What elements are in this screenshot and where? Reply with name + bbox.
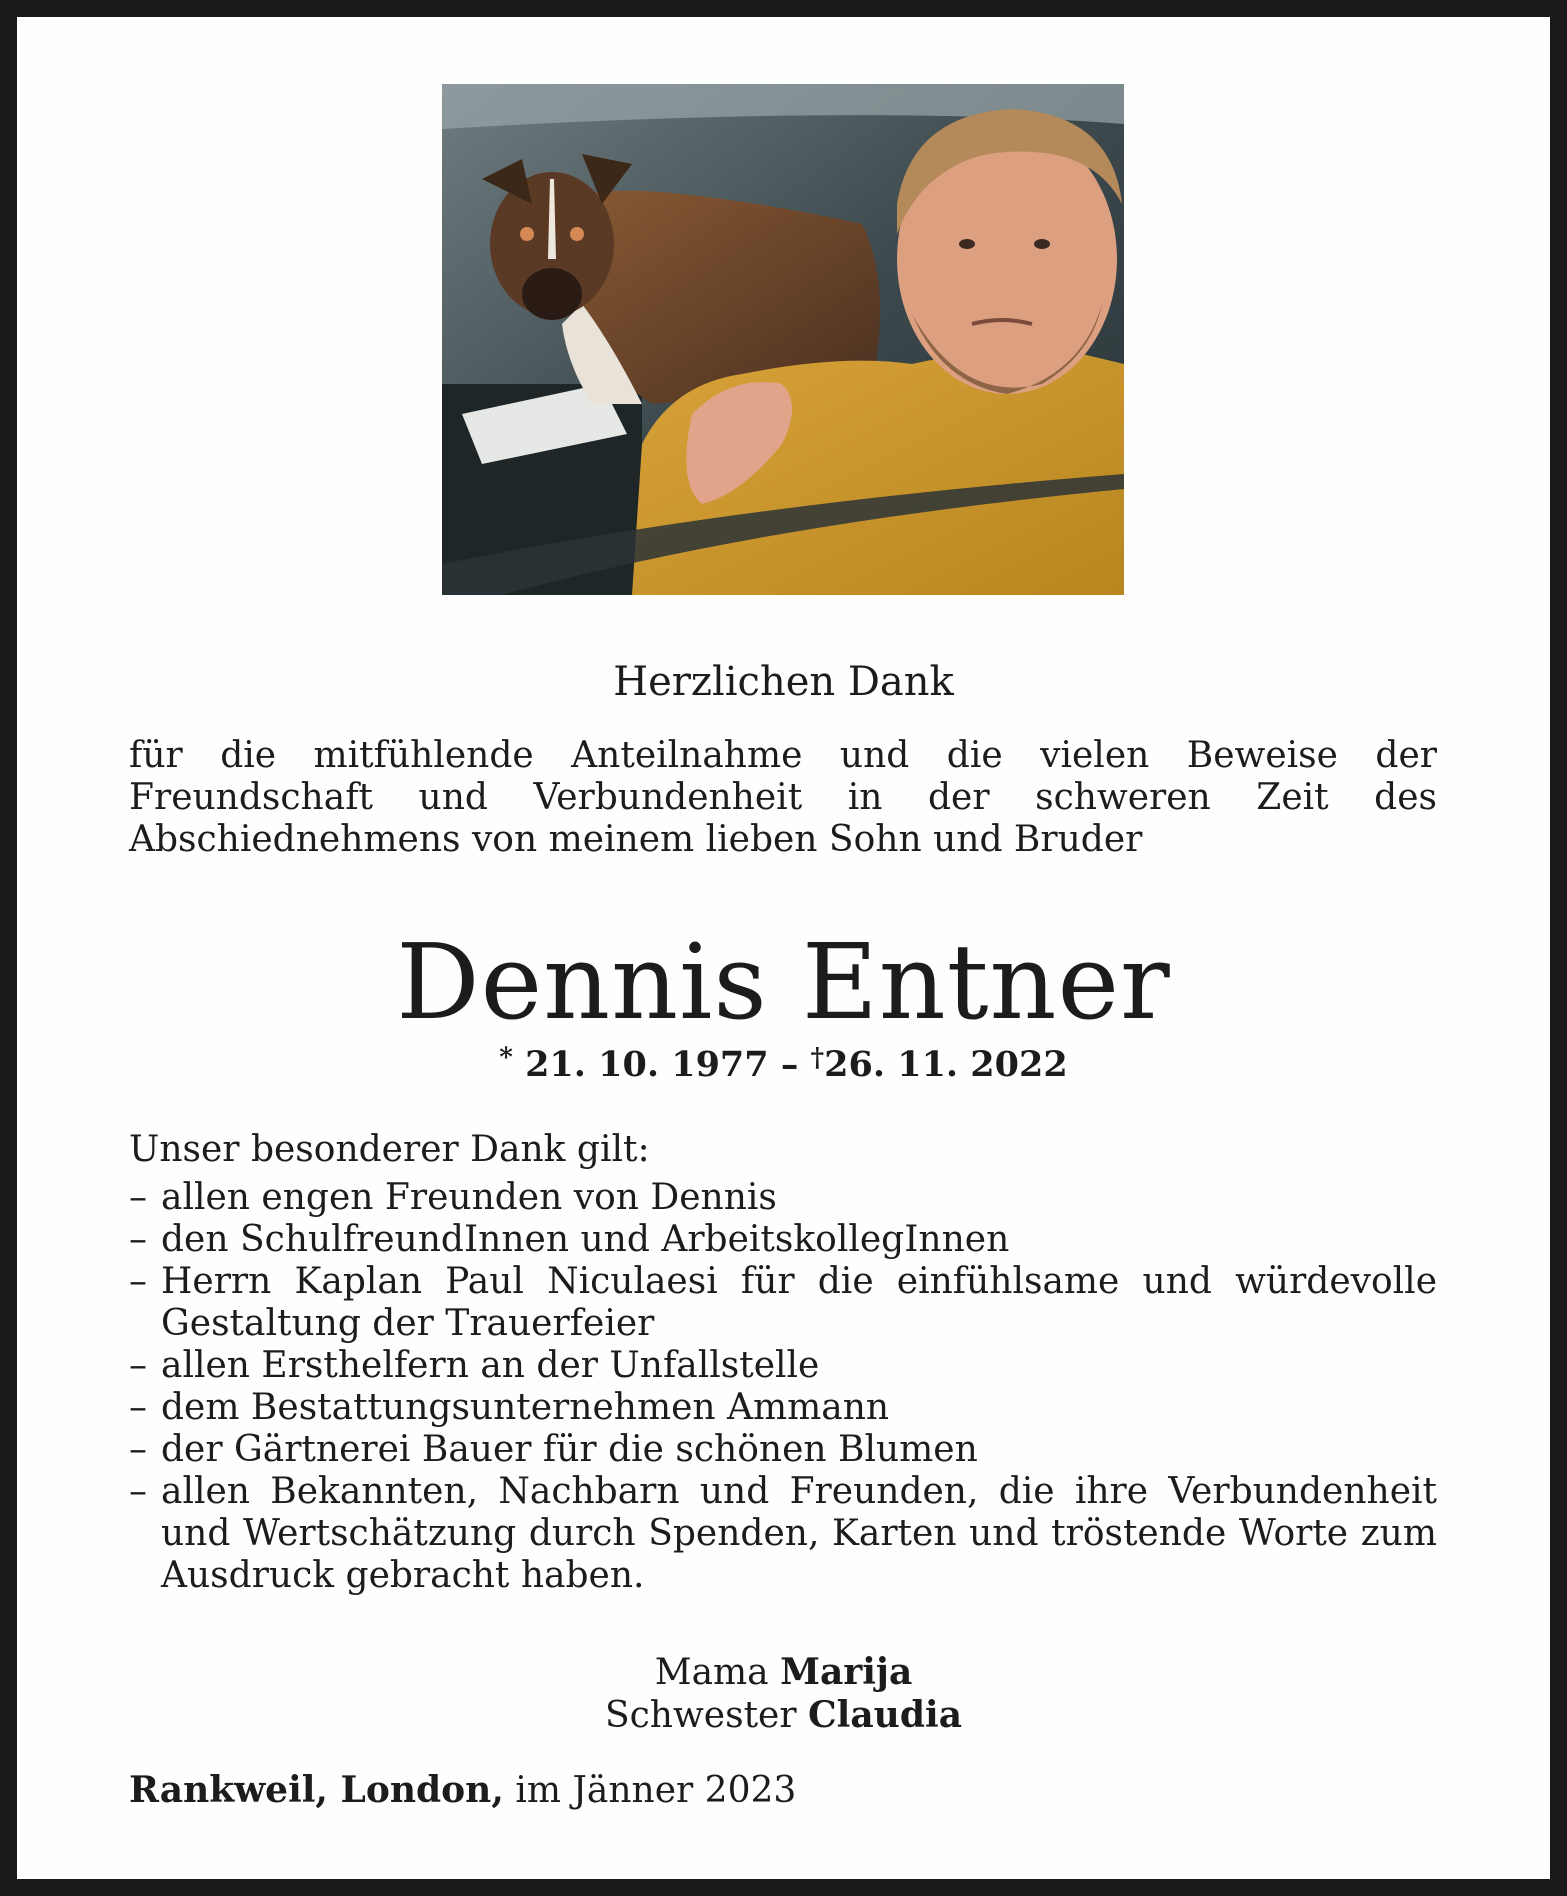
obituary-card	[17, 17, 1550, 1879]
death-date: 26. 11. 2022	[824, 1044, 1068, 1085]
list-item	[129, 1261, 1437, 1345]
date-separator: –	[780, 1044, 799, 1085]
place-location: Rankweil, London,	[129, 1769, 504, 1811]
thanks-title: Unser besonderer Dank gilt:	[129, 1129, 650, 1170]
signature-role: Mama	[654, 1652, 769, 1693]
death-symbol: †	[810, 1043, 825, 1073]
list-item	[129, 1219, 1437, 1261]
signature-name: Claudia	[808, 1694, 963, 1736]
list-dash: –	[129, 1177, 147, 1218]
life-dates	[17, 1043, 1550, 1085]
list-dash: –	[129, 1387, 147, 1428]
list-item-text: allen engen Freunden von Dennis	[161, 1177, 777, 1218]
signatures	[17, 1651, 1550, 1737]
signature-role: Schwester	[604, 1695, 797, 1736]
signature-name: Marija	[780, 1651, 913, 1693]
list-dash: –	[129, 1471, 147, 1512]
list-item-text: dem Bestattungsunternehmen Ammann	[161, 1387, 890, 1428]
intro-text: für die mitfühlende Anteilnahme und die vielen Beweise der Freundschaft und Verbundenheit in der schweren Zeit des Abschiednehmens von meinem lieben Sohn und Bruder	[129, 735, 1437, 860]
list-dash: –	[129, 1219, 147, 1260]
signature-line	[17, 1694, 1550, 1737]
list-item	[129, 1429, 1437, 1471]
list-item-text: Herrn Kaplan Paul Niculaesi für die einfühlsame und würdevolle Gestaltung der Trauerfeier	[161, 1261, 1437, 1344]
list-item	[129, 1345, 1437, 1387]
deceased-name: Dennis Entner	[396, 921, 1171, 1043]
list-item-text: allen Ersthelfern an der Unfallstelle	[161, 1345, 820, 1386]
birth-symbol: *	[499, 1043, 513, 1073]
signature-line	[17, 1651, 1550, 1694]
place-date-text: im Jänner 2023	[515, 1770, 797, 1811]
list-dash: –	[129, 1345, 147, 1386]
list-item-text: den SchulfreundInnen und ArbeitskollegInnen	[161, 1219, 1010, 1260]
photo-man-with-dog-in-car	[442, 84, 1124, 595]
list-item	[129, 1177, 1437, 1219]
list-dash: –	[129, 1429, 147, 1470]
list-item-text: der Gärtnerei Bauer für die schönen Blumen	[161, 1429, 978, 1470]
heading: Herzlichen Dank	[613, 659, 954, 705]
place-date	[129, 1769, 796, 1811]
birth-date: 21. 10. 1977	[525, 1044, 769, 1085]
list-item	[129, 1471, 1437, 1597]
list-item-text: allen Bekannten, Nachbarn und Freunden, die ihre Verbundenheit und Wertschätzung durch Spenden, Karten und tröstende Worte zum Ausdruck gebracht haben.	[161, 1471, 1437, 1596]
list-item	[129, 1387, 1437, 1429]
thanks-list	[129, 1177, 1437, 1597]
list-dash: –	[129, 1261, 147, 1302]
portrait-photo	[442, 84, 1124, 595]
